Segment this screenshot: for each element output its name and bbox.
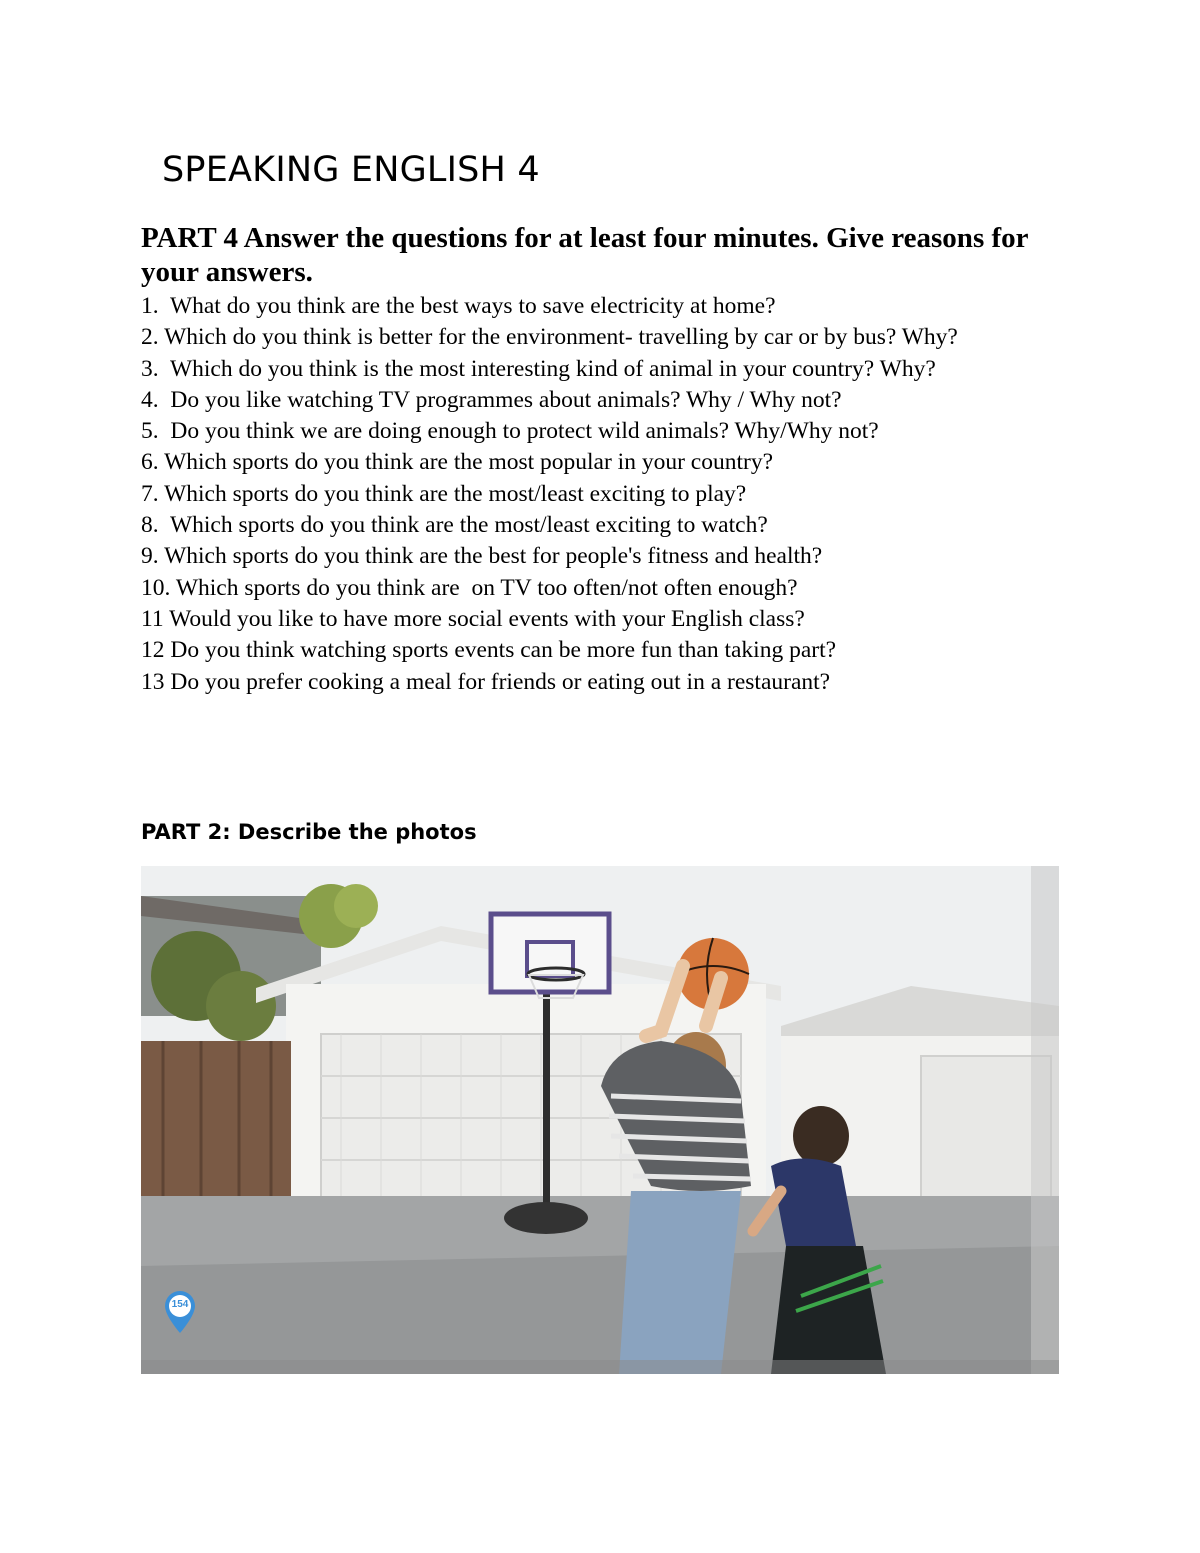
question-item: 12 Do you think watching sports events can be more fun than taking part? <box>141 637 837 664</box>
question-item: 11 Would you like to have more social events with your English class? <box>141 605 805 632</box>
question-item: 8. Which sports do you think are the most/least exciting to watch? <box>141 512 768 539</box>
question-item: 4. Do you like watching TV programmes about animals? Why / Why not? <box>141 386 842 413</box>
basketball-photo-illustration <box>141 866 1059 1374</box>
page-number-marker <box>163 1290 197 1334</box>
question-item: 1. What do you think are the best ways to save electricity at home? <box>141 293 776 319</box>
question-item: 7. Which sports do you think are the most/least exciting to play? <box>141 480 747 507</box>
location-pin-icon <box>163 1290 197 1334</box>
part4-heading: PART 4 Answer the questions for at least four minutes. Give reasons for your answers. <box>141 222 1028 288</box>
question-item: 9. Which sports do you think are the best for people's fitness and health? <box>141 543 823 570</box>
page-number-label: 154 <box>171 1299 189 1310</box>
question-item: 13 Do you prefer cooking a meal for friends or eating out in a restaurant? <box>141 668 831 695</box>
question-item: 6. Which sports do you think are the most popular in your country? <box>141 449 773 476</box>
question-item: 10. Which sports do you think are on TV too often/not often enough? <box>141 574 798 601</box>
basketball-photo <box>141 866 1059 1374</box>
question-item: 2. Which do you think is better for the environment- travelling by car or by bus? Why? <box>141 324 958 351</box>
question-item: 5. Do you think we are doing enough to protect wild animals? Why/Why not? <box>141 418 879 445</box>
question-list <box>141 291 1081 698</box>
part2-heading: PART 2: Describe the photos <box>141 820 477 844</box>
document-title: SPEAKING ENGLISH 4 <box>162 150 540 190</box>
question-item: 3. Which do you think is the most interesting kind of animal in your country? Why? <box>141 355 936 382</box>
